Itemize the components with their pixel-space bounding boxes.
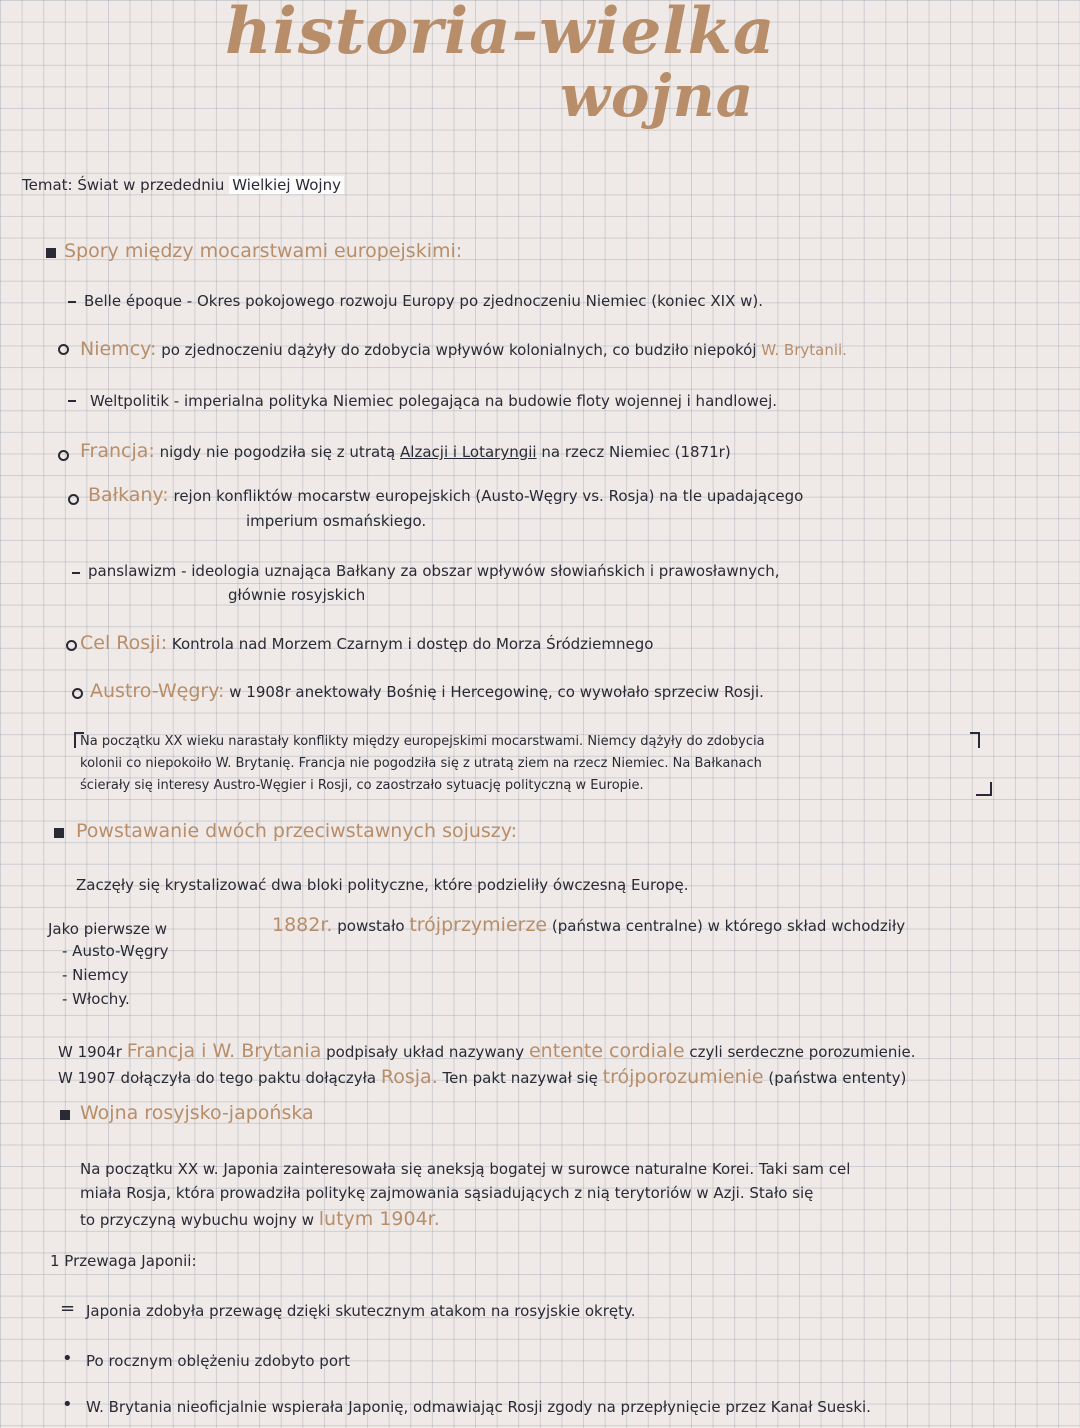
topic-prefix: Temat: Świat w przededniu <box>22 176 225 194</box>
niemcy-line: Niemcy: po zjednoczeniu dążyły do zdobycia wpływów kolonialnych, co budziło niepokój W. Brytanii. <box>80 338 847 360</box>
panslawizm-line-2: głównie rosyjskich <box>228 586 366 604</box>
page-title: historia-wielka <box>225 0 776 69</box>
jako-pierwsze: Jako pierwsze w <box>48 920 168 938</box>
war-paragraph-line-3: to przyczyną wybuchu wojny w lutym 1904r. <box>80 1208 440 1230</box>
weltpolitik-line: Weltpolitik - imperialna polityka Niemiec polegająca na budowie floty wojennej i handlowej. <box>90 392 778 410</box>
circle-bullet-icon <box>66 640 77 651</box>
advantage-heading: 1 Przewaga Japonii: <box>50 1252 197 1270</box>
section-heading-disputes: Spory między mocarstwami europejskimi: <box>64 240 463 262</box>
panslawizm-line: panslawizm - ideologia uznająca Bałkany za obszar wpływów słowiańskich i prawosławnych, <box>88 562 780 580</box>
topic-line <box>22 176 344 194</box>
section-heading-alliances: Powstawanie dwóch przeciwstawnych sojuszy: <box>76 820 518 842</box>
dash-icon <box>68 400 76 402</box>
circle-bullet-icon <box>58 344 69 355</box>
advantage-item: W. Brytania nieoficjalnie wspierała Japonię, odmawiając Rosji zgody na przepłynięcie przez Kanał Sueski. <box>86 1398 871 1416</box>
advantage-item: Po rocznym oblężeniu zdobyto port <box>86 1352 351 1370</box>
square-bullet-icon <box>54 828 64 838</box>
entente-line-2: W 1907 dołączyła do tego paktu dołączyła Rosja. Ten pakt nazywał się trójporozumienie (państwa ententy) <box>58 1066 907 1088</box>
bracket-icon <box>970 732 980 748</box>
alliances-intro: Zaczęły się krystalizować dwa bloki polityczne, które podzieliły ówczesną Europę. <box>76 876 689 894</box>
summary-line-2: kolonii co niepokoiło W. Brytanię. Francja nie pogodziła się z utratą ziem na rzecz Niemiec. Na Bałkanach <box>80 756 762 771</box>
member-item: - Włochy. <box>62 990 130 1008</box>
dash-icon <box>72 572 80 574</box>
rosja-line: Cel Rosji: Kontrola nad Morzem Czarnym i dostęp do Morza Śródziemnego <box>80 632 654 654</box>
balkany-line-2: imperium osmańskiego. <box>246 512 427 530</box>
austro-line: Austro-Węgry: w 1908r anektowały Bośnię i Hercegowinę, co wywołało sprzeciw Rosji. <box>90 680 764 702</box>
circle-bullet-icon <box>68 494 79 505</box>
page-title-line2: wojna <box>560 62 755 130</box>
dash-icon <box>68 301 76 303</box>
war-paragraph-line-2: miała Rosja, która prowadziła politykę zajmowania sąsiadujących z nią terytoriów w Azji. Stało się <box>80 1184 814 1202</box>
balkany-line: Bałkany: rejon konfliktów mocarstw europejskich (Austo-Węgry vs. Rosja) na tle upadającego <box>88 484 804 506</box>
advantage-item: Japonia zdobyła przewagę dzięki skutecznym atakom na rosyjskie okręty. <box>86 1302 636 1320</box>
bracket-icon <box>976 782 992 796</box>
square-bullet-icon <box>46 248 56 258</box>
member-item: - Austo-Węgry <box>62 942 169 960</box>
francja-line: Francja: nigdy nie pogodziła się z utratą Alzacji i Lotaryngii na rzecz Niemiec (1871r) <box>80 440 731 462</box>
section-heading-war: Wojna rosyjsko-japońska <box>80 1102 314 1124</box>
member-item: - Niemcy <box>62 966 129 984</box>
circle-bullet-icon <box>72 688 83 699</box>
equals-bullet-icon: = <box>60 1298 76 1319</box>
circle-bullet-icon <box>58 450 69 461</box>
entente-line-1: W 1904r Francja i W. Brytania podpisały układ nazywany entente cordiale czyli serdeczne porozumienie. <box>58 1040 916 1062</box>
summary-line-1: Na początku XX wieku narastały konflikty między europejskimi mocarstwami. Niemcy dążyły do zdobycia <box>80 734 765 749</box>
dot-bullet-icon: • <box>62 1348 73 1369</box>
belle-epoque-line: Belle époque - Okres pokojowego rozwoju Europy po zjednoczeniu Niemiec (koniec XIX w). <box>84 292 764 310</box>
summary-line-3: ścierały się interesy Austro-Węgier i Rosji, co zaostrzało sytuację polityczną w Europie. <box>80 778 644 793</box>
topic-highlight: Wielkiej Wojny <box>229 176 344 194</box>
war-paragraph-line-1: Na początku XX w. Japonia zainteresowała się aneksją bogatej w surowce naturalne Korei. Taki sam cel <box>80 1160 851 1178</box>
triple-alliance-line: 1882r. powstało trójprzymierze (państwa centralne) w którego skład wchodziły <box>272 914 906 936</box>
square-bullet-icon <box>60 1110 70 1120</box>
dot-bullet-icon: • <box>62 1394 73 1415</box>
